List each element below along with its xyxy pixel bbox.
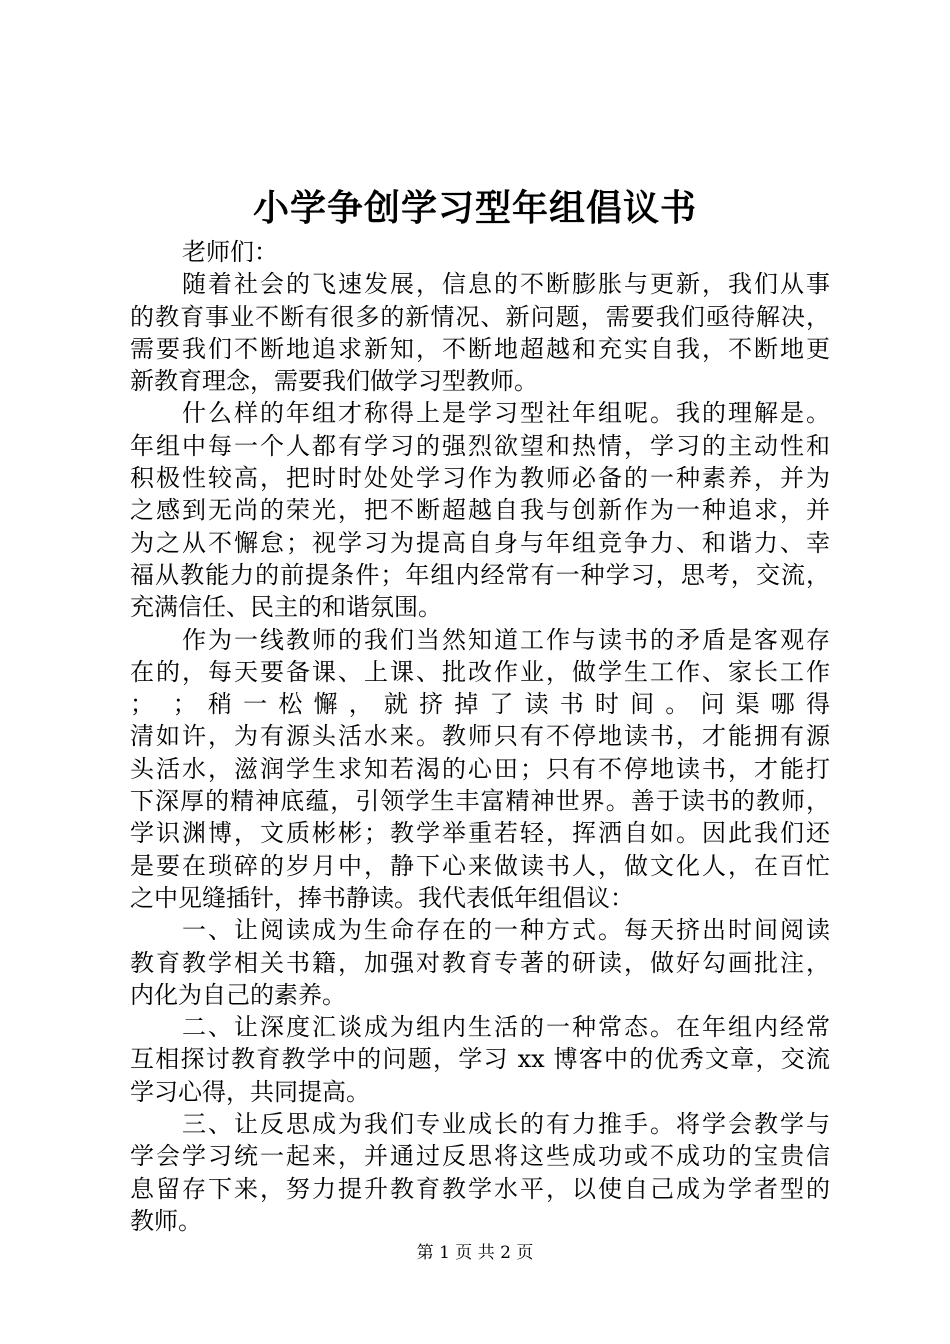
text-line: 之中见缝插针，捧书静读。我代表低年组倡议： [130, 883, 634, 912]
text-line: 在的，每天要备课、上课、批改作业，做学生工作、家长工作 [130, 657, 830, 686]
text-line: 内化为自己的素养。 [130, 980, 346, 1009]
text-line: 新教育理念，需要我们做学习型教师。 [130, 367, 538, 396]
text-line: 三、让反思成为我们专业成长的有力推手。将学会教学与 [182, 1110, 830, 1139]
text-line: 作为一线教师的我们当然知道工作与读书的矛盾是客观存 [182, 625, 830, 654]
text-line: 充满信任、民主的和谐氛围。 [130, 593, 442, 622]
text-line: 随着社会的飞速发展，信息的不断膨胀与更新，我们从事 [182, 270, 830, 299]
text-line: 学习心得，共同提高。 [130, 1077, 370, 1106]
text-line: 福从教能力的前提条件；年组内经常有一种学习，思考，交流， [130, 560, 830, 589]
text-line: 头活水，滋润学生求知若渴的心田；只有不停地读书，才能打 [130, 754, 830, 783]
page-number-footer: 第 1 页 共 2 页 [416, 1243, 534, 1263]
text-line: 息留存下来，努力提升教育教学水平，以使自己成为学者型的 [130, 1174, 830, 1203]
text-line: 积极性较高，把时时处处学习作为教师必备的一种素养，并为 [130, 464, 830, 493]
text-line: 的教育事业不断有很多的新情况、新问题，需要我们亟待解决， [130, 302, 830, 331]
text-line: 学识渊博，文质彬彬；教学举重若轻，挥洒自如。因此我们还 [130, 819, 830, 848]
text-line: 一、让阅读成为生命存在的一种方式。每天挤出时间阅读 [182, 916, 830, 945]
text-line: 下深厚的精神底蕴，引领学生丰富精神世界。善于读书的教师， [130, 787, 830, 816]
text-line: 为之从不懈怠；视学习为提高自身与年组竞争力、和谐力、幸 [130, 528, 830, 557]
text-line: 清如许，为有源头活水来。教师只有不停地读书，才能拥有源 [130, 722, 830, 751]
text-line: 需要我们不断地追求新知，不断地超越和充实自我，不断地更 [130, 334, 830, 363]
text-line: 什么样的年组才称得上是学习型社年组呢。我的理解是。 [182, 399, 830, 428]
text-line: 是要在琐碎的岁月中，静下心来做读书人，做文化人，在百忙 [130, 851, 830, 880]
text-line: 老师们： [182, 238, 278, 266]
text-line: 互相探讨教育教学中的问题，学习 xx 博客中的优秀文章，交流 [130, 1045, 830, 1074]
document-body [130, 236, 830, 1237]
text-line: 教育教学相关书籍，加强对教育专著的研读，做好勾画批注， [130, 948, 830, 977]
text-line: ； ；稍一松懈，就挤掉了读书时间。问渠哪得 [130, 690, 830, 719]
text-line: 年组中每一个人都有学习的强烈欲望和热情，学习的主动性和 [130, 431, 830, 460]
text-line: 二、让深度汇谈成为组内生活的一种常态。在年组内经常 [182, 1013, 830, 1042]
text-line: 之感到无尚的荣光，把不断超越自我与创新作为一种追求，并 [130, 496, 830, 525]
text-line: 教师。 [130, 1206, 202, 1235]
document-title: 小学争创学习型年组倡议书 [252, 187, 697, 229]
text-line: 学会学习统一起来，并通过反思将这些成功或不成功的宝贵信 [130, 1142, 830, 1171]
